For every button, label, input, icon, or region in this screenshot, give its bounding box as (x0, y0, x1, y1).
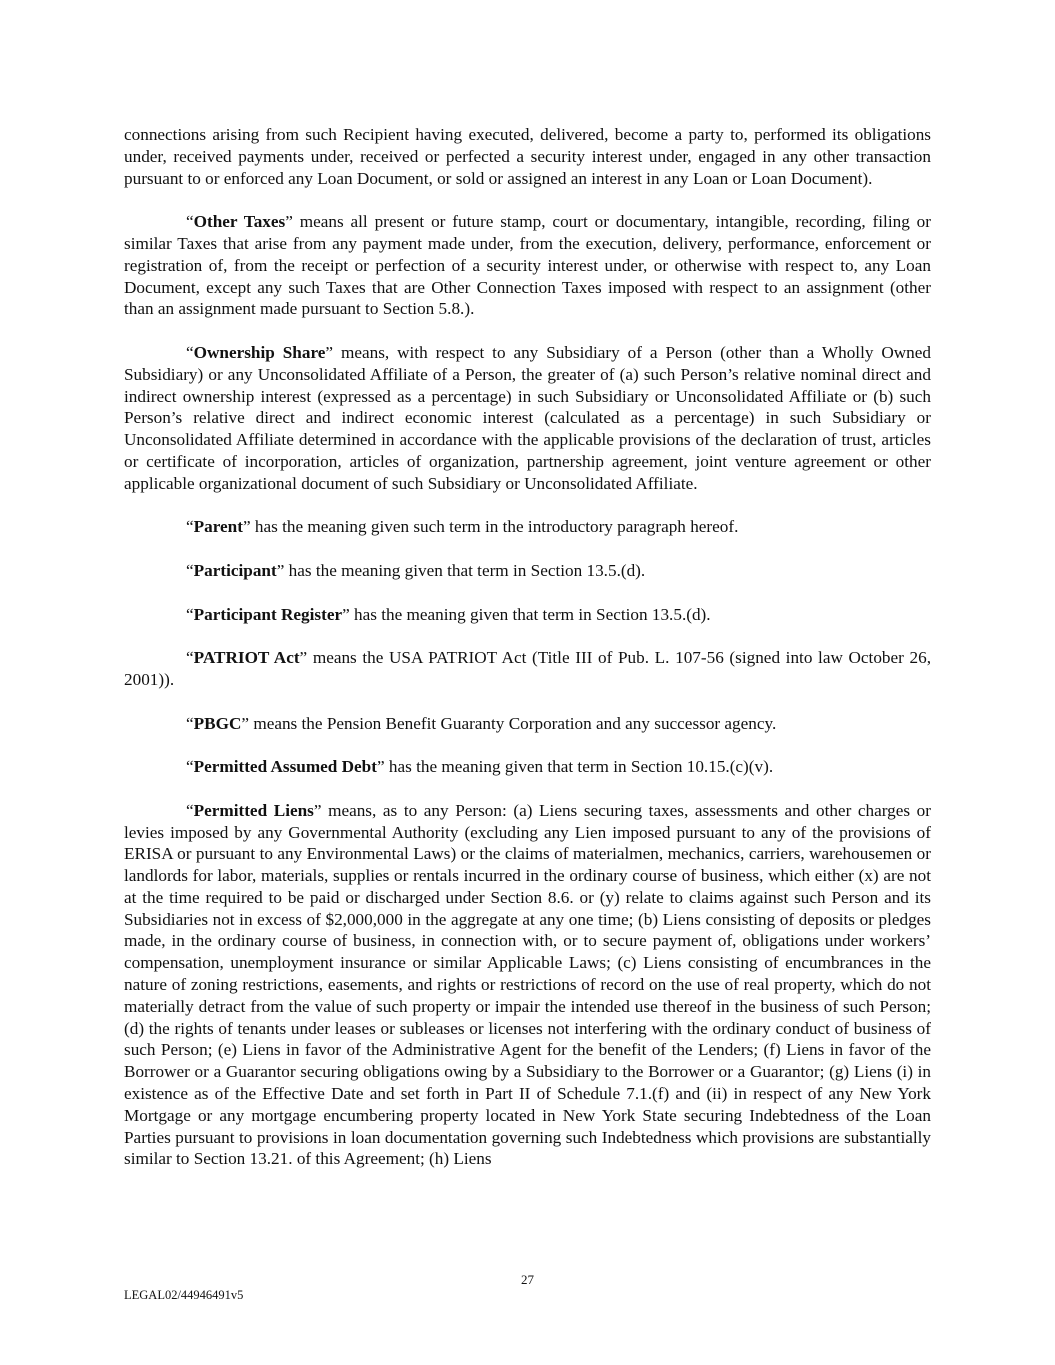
definition-paragraph: “Parent” has the meaning given such term in the introductory paragraph hereof. (186, 517, 739, 537)
definition-text: has the meaning given that term in Section 13.5.(d). (349, 604, 711, 624)
defined-term: Participant (193, 560, 277, 580)
defined-term: Ownership Share (193, 342, 326, 362)
definition-text: has the meaning given that term in Section 13.5.(d). (284, 560, 646, 580)
defined-term: Permitted Assumed Debt (193, 757, 377, 777)
defined-term: PATRIOT Act (193, 648, 300, 668)
defined-term: Participant Register (193, 604, 343, 624)
definitions-list (124, 211, 931, 1170)
definition-text: means the Pension Benefit Guaranty Corporation and any successor agency. (249, 713, 777, 733)
continuation-paragraph: connections arising from such Recipient having executed, delivered, become a party to, performed its obligations under, received payments under, received or perfected a security interest under, engaged in any other transaction pursuant to or enforced any Loan Document, or sold or assigned an interest in any Loan or Loan Document). (124, 125, 931, 188)
definition-paragraph: “PBGC” means the Pension Benefit Guaranty Corporation and any successor agency. (186, 713, 777, 733)
definition-text: means all present or future stamp, court or documentary, intangible, recording, filing or similar Taxes that arise from any payment made under, from the execution, delivery, performance, enforcement or registration of, from the receipt or perfection of a security interest under, or otherwise with respect to, any Loan Document, except any such Taxes that are Other Connection Taxes imposed with respect to an assignment (other than an assignment made pursuant to Section 5.8.). (124, 212, 931, 319)
defined-term: Permitted Liens (193, 800, 314, 820)
document-id: LEGAL02/44946491v5 (124, 1288, 244, 1302)
definition-text: has the meaning given such term in the introductory paragraph hereof. (250, 517, 739, 537)
definition-paragraph: “PATRIOT Act” means the USA PATRIOT Act (Title III of Pub. L. 107-56 (signed into law October 26, 2001)). (124, 648, 931, 689)
definition-text: means, with respect to any Subsidiary of a Person (other than a Wholly Owned Subsidiary) or any Unconsolidated Affiliate of a Person, the greater of (a) such Person’s relative nominal direct and indirect ownership interest (expressed as a percentage) in such Subsidiary or Unconsolidated Affiliate or (b) such Person’s relative direct and indirect economic interest (calculated as a percentage) in such Subsidiary or Unconsolidated Affiliate determined in accordance with the applicable provisions of the declaration of trust, articles or certificate of incorporation, articles of organization, partnership agreement, joint venture agreement or other applicable organizational document of such Subsidiary or Unconsolidated Affiliate. (124, 342, 931, 493)
defined-term: Other Taxes (193, 212, 286, 232)
definition-paragraph: “Other Taxes” means all present or future stamp, court or documentary, intangible, recording, filing or similar Taxes that arise from any payment made under, from the execution, delivery, performance, enforcement or registration of, from the receipt or perfection of a security interest under, or otherwise with respect to, any Loan Document, except any such Taxes that are Other Connection Taxes imposed with respect to an assignment (other than an assignment made pursuant to Section 5.8.). (124, 212, 931, 319)
document-page (124, 124, 931, 1192)
definition-paragraph: “Participant” has the meaning given that term in Section 13.5.(d). (186, 560, 646, 580)
defined-term: PBGC (193, 713, 242, 733)
definition-text: has the meaning given that term in Section 10.15.(c)(v). (384, 757, 774, 777)
definition-text: means the USA PATRIOT Act (Title III of Pub. L. 107-56 (signed into law October 26, 2001)). (124, 648, 931, 689)
definition-paragraph: “Permitted Liens” means, as to any Person: (a) Liens securing taxes, assessments and other charges or levies imposed by any Governmental Authority (excluding any Lien imposed pursuant to any of the provisions of ERISA or pursuant to any Environmental Laws) or the claims of materialmen, mechanics, carriers, warehousemen or landlords for labor, materials, supplies or rentals incurred in the ordinary course of business, which either (x) are not at the time required to be paid or discharged under Section 8.6. or (y) relate to claims against such Person and its Subsidiaries not in excess of $2,000,000 in the aggregate at any one time; (b) Liens consisting of deposits or pledges made, in the ordinary course of business, in connection with, or to secure payment of, obligations under workers’ compensation, unemployment insurance or similar Applicable Laws; (c) Liens consisting of encumbrances in the nature of zoning restrictions, easements, and rights or restrictions of record on the use of real property, which do not materially detract from the value of such property or impair the intended use thereof in the business of such Person; (d) the rights of tenants under leases or subleases or licenses not interfering with the ordinary conduct of business of such Person; (e) Liens in favor of the Administrative Agent for the benefit of the Lenders; (f) Liens in favor of the Borrower or a Guarantor securing obligations owing by a Subsidiary to the Borrower or a Guarantor; (g) Liens (i) in existence as of the Effective Date and set forth in Part II of Schedule 7.1.(f) and (ii) in respect of any New York Mortgage or any mortgage encumbering property located in New York State securing Indebtedness of the Loan Parties pursuant to provisions in loan documentation governing such Indebtedness which provisions are substantially similar to Section 13.21. of this Agreement; (h) Liens (124, 800, 931, 1169)
definition-paragraph: “Participant Register” has the meaning given that term in Section 13.5.(d). (186, 604, 711, 624)
definition-paragraph: “Ownership Share” means, with respect to any Subsidiary of a Person (other than a Wholly Owned Subsidiary) or any Unconsolidated Affiliate of a Person, the greater of (a) such Person’s relative nominal direct and indirect ownership interest (expressed as a percentage) in such Subsidiary or Unconsolidated Affiliate or (b) such Person’s relative direct and indirect economic interest (calculated as a percentage) in such Subsidiary or Unconsolidated Affiliate determined in accordance with the applicable provisions of the declaration of trust, articles or certificate of incorporation, articles of organization, partnership agreement, joint venture agreement or other applicable organizational document of such Subsidiary or Unconsolidated Affiliate. (124, 342, 931, 493)
definition-paragraph: “Permitted Assumed Debt” has the meaning given that term in Section 10.15.(c)(v). (186, 757, 774, 777)
defined-term: Parent (193, 517, 243, 537)
page-number: 27 (521, 1272, 534, 1287)
definition-text: means, as to any Person: (a) Liens securing taxes, assessments and other charges or levies imposed by any Governmental Authority (excluding any Lien imposed pursuant to any of the provisions of ERISA or pursuant to any Environmental Laws) or the claims of materialmen, mechanics, carriers, warehousemen or landlords for labor, materials, supplies or rentals incurred in the ordinary course of business, which either (x) are not at the time required to be paid or discharged under Section 8.6. or (y) relate to claims against such Person and its Subsidiaries not in excess of $2,000,000 in the aggregate at any one time; (b) Liens consisting of deposits or pledges made, in the ordinary course of business, in connection with, or to secure payment of, obligations under workers’ compensation, unemployment insurance or similar Applicable Laws; (c) Liens consisting of encumbrances in the nature of zoning restrictions, easements, and rights or restrictions of record on the use of real property, which do not materially detract from the value of such property or impair the intended use thereof in the business of such Person; (d) the rights of tenants under leases or subleases or licenses not interfering with the ordinary conduct of business of such Person; (e) Liens in favor of the Administrative Agent for the benefit of the Lenders; (f) Liens in favor of the Borrower or a Guarantor securing obligations owing by a Subsidiary to the Borrower or a Guarantor; (g) Liens (i) in existence as of the Effective Date and set forth in Part II of Schedule 7.1.(f) and (ii) in respect of any New York Mortgage or any mortgage encumbering property located in New York State securing Indebtedness of the Loan Parties pursuant to provisions in loan documentation governing such Indebtedness which provisions are substantially similar to Section 13.21. of this Agreement; (h) Liens (124, 800, 931, 1169)
